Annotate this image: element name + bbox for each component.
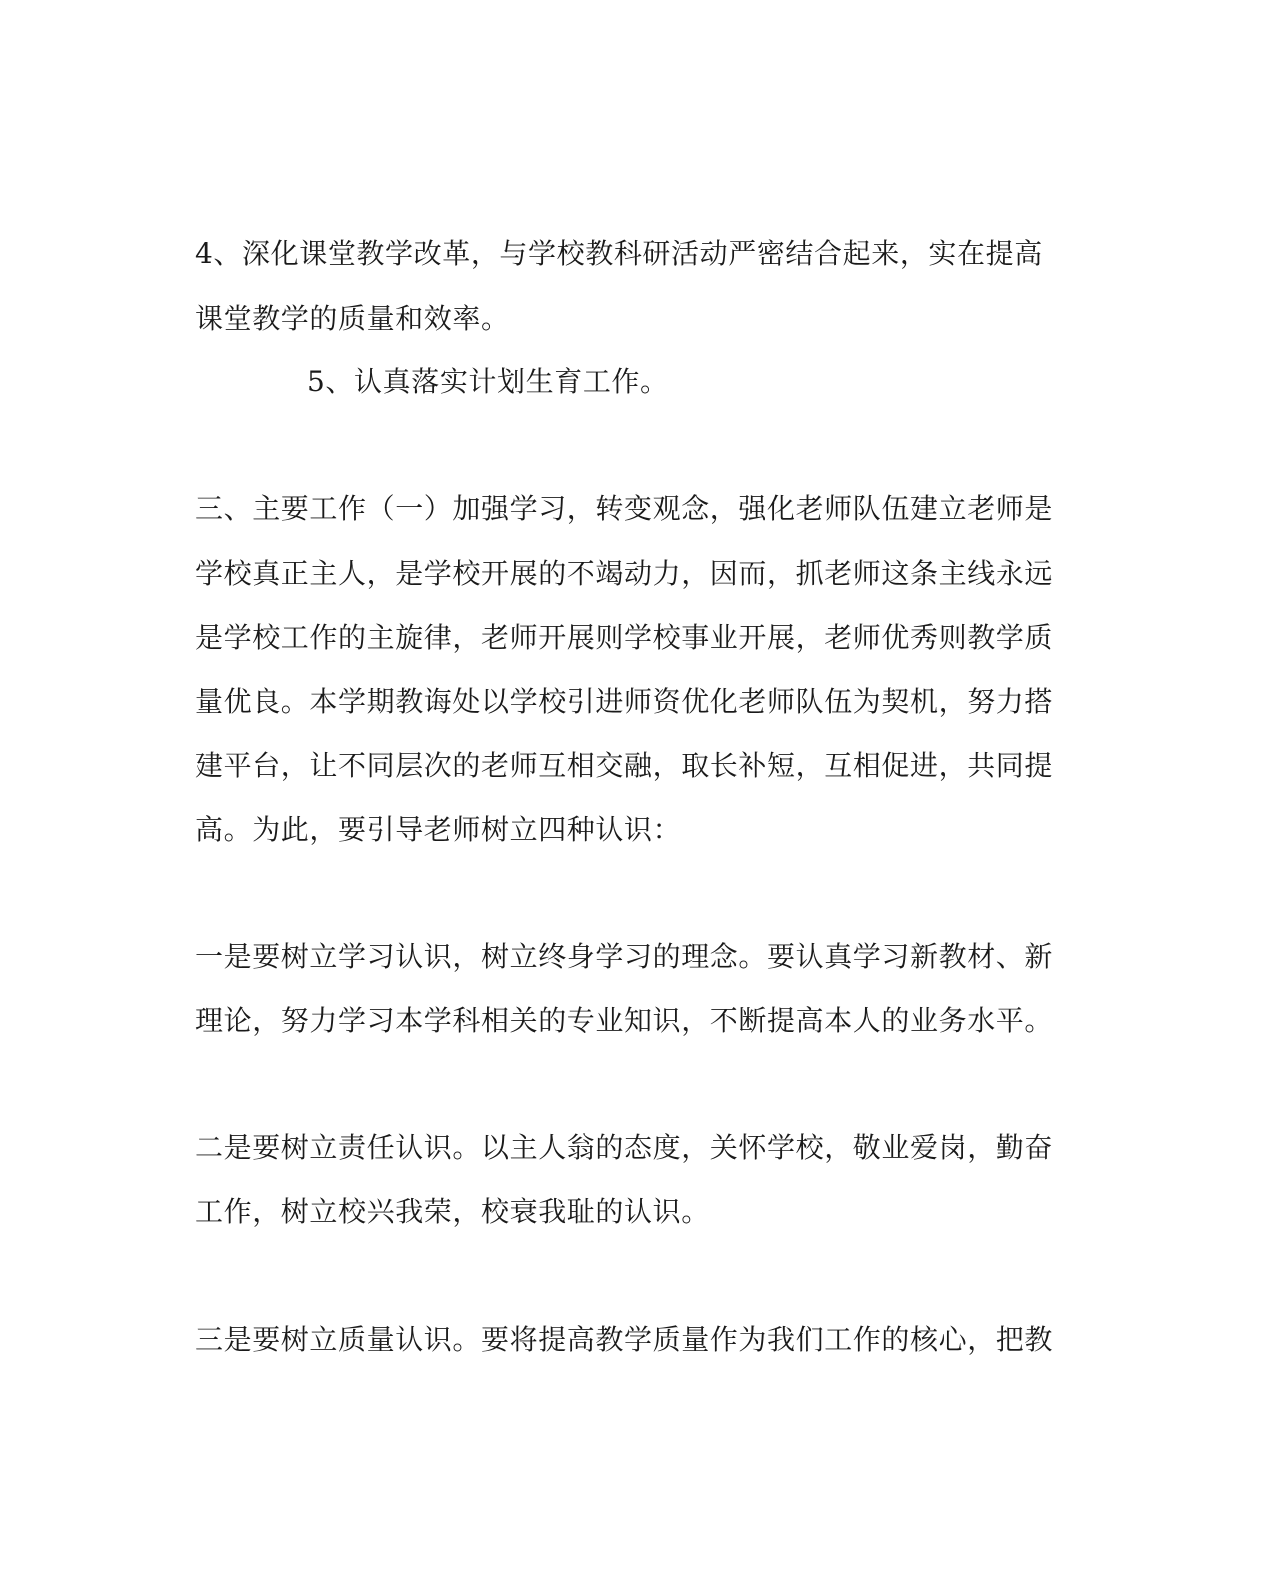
item-2-line-1: 二是要树立责任认识。以主人翁的态度，关怀学校，敬业爱岗，勤奋 bbox=[195, 1131, 1054, 1164]
section-3-line-3: 是学校工作的主旋律，老师开展则学校事业开展，老师优秀则教学质 bbox=[195, 621, 1054, 654]
item-1-line-2: 理论，努力学习本学科相关的专业知识，不断提高本人的业务水平。 bbox=[195, 1004, 1054, 1037]
section-3-line-5: 建平台，让不同层次的老师互相交融，取长补短，互相促进，共同提 bbox=[195, 749, 1054, 782]
paragraph-4-line-1: 4、深化课堂教学改革，与学校教科研活动严密结合起来，实在提高 bbox=[195, 237, 1043, 270]
item-1-line-1: 一是要树立学习认识，树立终身学习的理念。要认真学习新教材、新 bbox=[195, 940, 1054, 973]
item-3-line-1: 三是要树立质量认识。要将提高教学质量作为我们工作的核心，把教 bbox=[195, 1323, 1054, 1356]
paragraph-4-line-2: 课堂教学的质量和效率。 bbox=[195, 302, 510, 335]
section-3-line-2: 学校真正主人，是学校开展的不竭动力，因而，抓老师这条主线永远 bbox=[195, 557, 1054, 590]
section-3-line-1: 三、主要工作（一）加强学习，转变观念，强化老师队伍建立老师是 bbox=[195, 492, 1054, 525]
section-3-line-4: 量优良。本学期教诲处以学校引进师资优化老师队伍为契机，努力搭 bbox=[195, 685, 1054, 718]
paragraph-5-line-1: 5、认真落实计划生育工作。 bbox=[307, 365, 669, 398]
item-2-line-2: 工作，树立校兴我荣，校衰我耻的认识。 bbox=[195, 1195, 710, 1228]
section-3-line-6: 高。为此，要引导老师树立四种认识： bbox=[195, 813, 682, 846]
